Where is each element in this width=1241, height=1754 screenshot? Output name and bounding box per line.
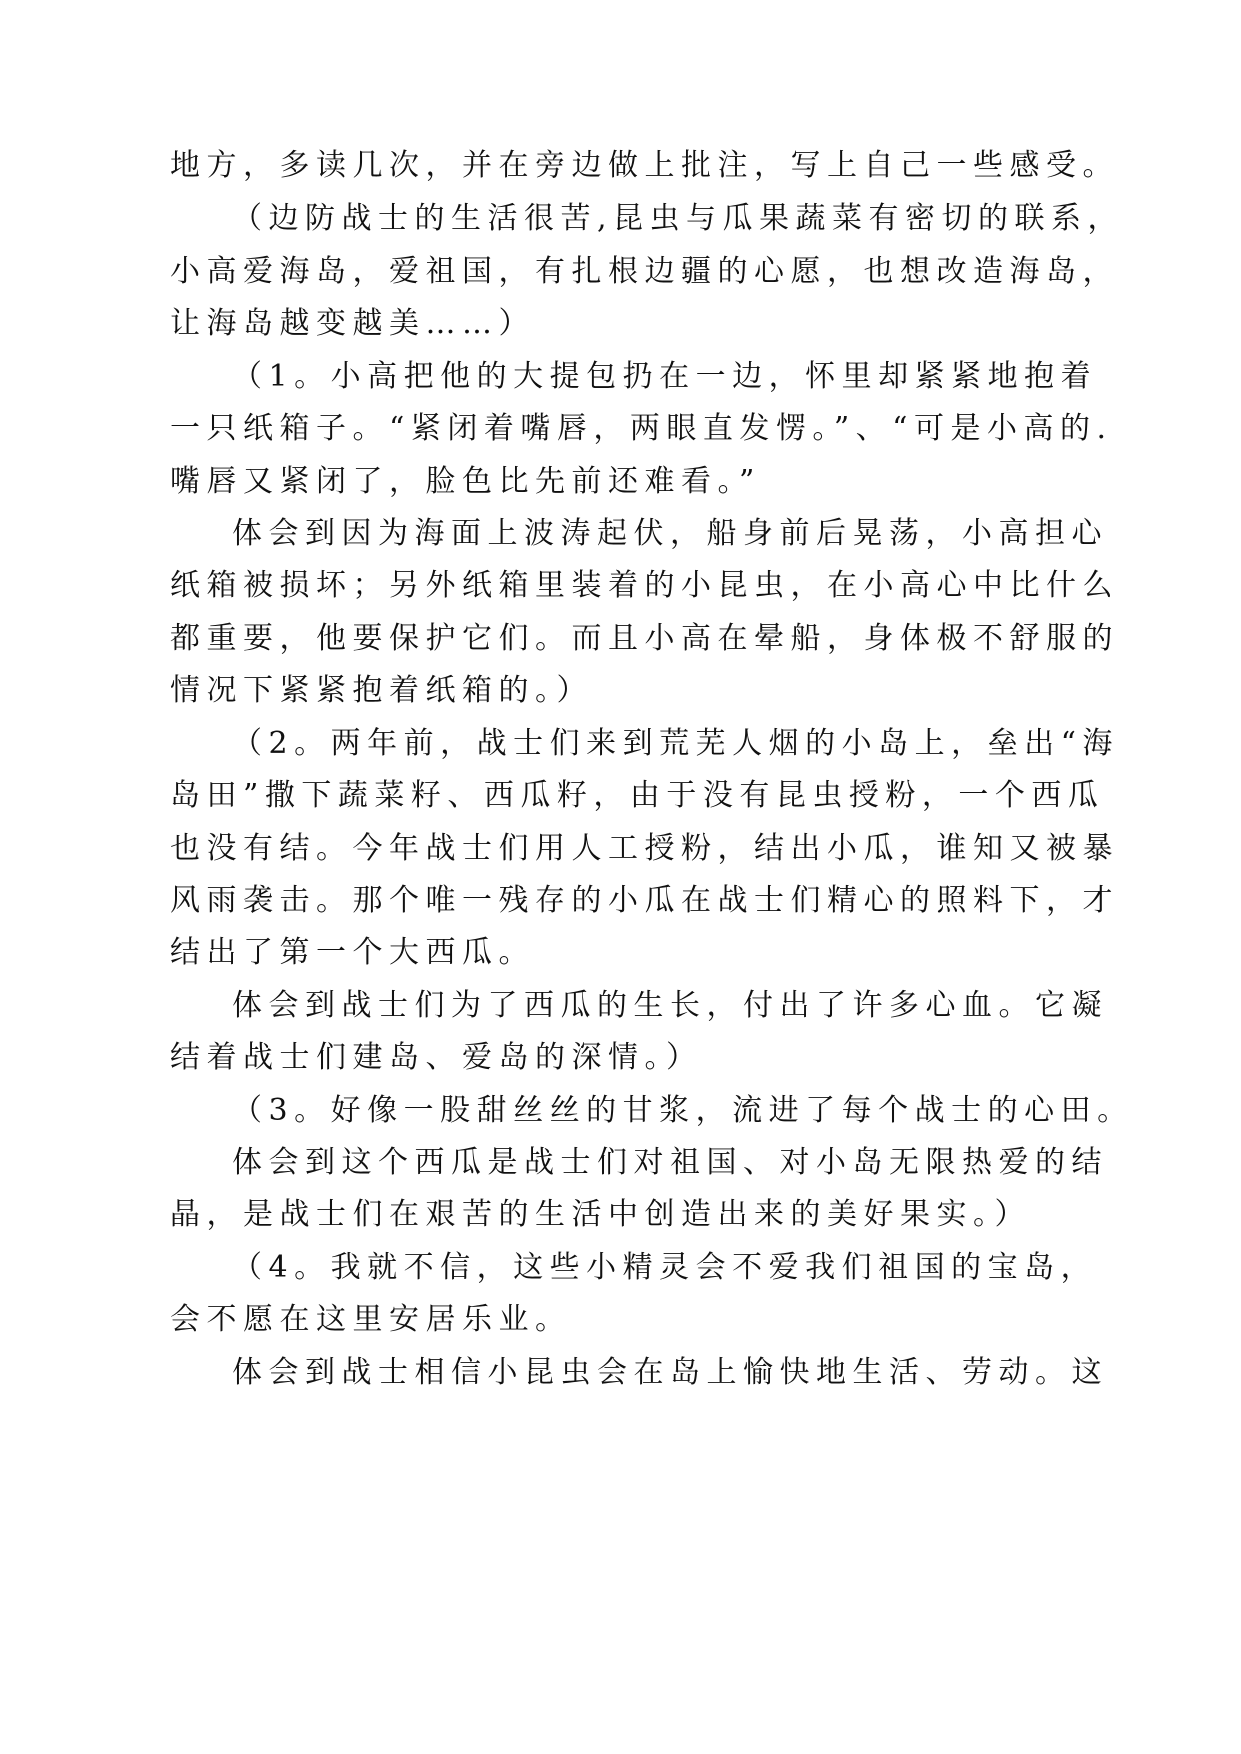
text-line: 一只纸箱子。“紧闭着嘴唇，两眼直发愣。”、“可是小高的. bbox=[170, 411, 1113, 446]
text-line: 体会到战士们为了西瓜的生长，付出了许多心血。它凝 bbox=[232, 988, 1108, 1023]
text-line: （4。我就不信，这些小精灵会不爱我们祖国的宝岛， bbox=[232, 1250, 1098, 1285]
text-line: 结着战士们建岛、爱岛的深情。） bbox=[170, 1040, 703, 1075]
text-line: 地方，多读几次，并在旁边做上批注，写上自己一些感受。 bbox=[170, 148, 1119, 183]
text-line: （1。小高把他的大提包扔在一边，怀里却紧紧地抱着 bbox=[232, 359, 1098, 394]
text-line: 纸箱被损坏；另外纸箱里装着的小昆虫，在小高心中比什么 bbox=[170, 568, 1119, 603]
text-line: 小高爱海岛，爱祖国，有扎根边疆的心愿，也想改造海岛， bbox=[170, 254, 1119, 289]
text-line: （3。好像一股甜丝丝的甘浆，流进了每个战士的心田。 bbox=[232, 1093, 1134, 1128]
text-line: 体会到战士相信小昆虫会在岛上愉快地生活、劳动。这 bbox=[232, 1355, 1108, 1390]
text-line: 也没有结。今年战士们用人工授粉，结出小瓜，谁知又被暴 bbox=[170, 831, 1119, 866]
text-line: 都重要，他要保护它们。而且小高在晕船，身体极不舒服的 bbox=[170, 621, 1119, 656]
text-line: 岛田”撒下蔬菜籽、西瓜籽，由于没有昆虫授粉，一个西瓜 bbox=[170, 778, 1105, 813]
text-line: 情况下紧紧抱着纸箱的。） bbox=[170, 673, 593, 708]
text-line: （边防战士的生活很苦,昆虫与瓜果蔬菜有密切的联系， bbox=[232, 201, 1125, 236]
text-line: 让海岛越变越美……） bbox=[170, 306, 535, 341]
text-line: 会不愿在这里安居乐业。 bbox=[170, 1302, 572, 1337]
text-line: （2。两年前，战士们来到荒芜人烟的小岛上，垒出“海 bbox=[232, 726, 1119, 761]
text-line: 体会到这个西瓜是战士们对祖国、对小岛无限热爱的结 bbox=[232, 1145, 1108, 1180]
text-line: 结出了第一个大西瓜。 bbox=[170, 935, 535, 970]
text-line: 晶，是战士们在艰苦的生活中创造出来的美好果实。） bbox=[170, 1197, 1031, 1232]
text-line: 嘴唇又紧闭了，脸色比先前还难看。” bbox=[170, 464, 761, 499]
text-line: 体会到因为海面上波涛起伏，船身前后晃荡，小高担心 bbox=[232, 516, 1108, 551]
text-line: 风雨袭击。那个唯一残存的小瓜在战士们精心的照料下，才 bbox=[170, 883, 1119, 918]
